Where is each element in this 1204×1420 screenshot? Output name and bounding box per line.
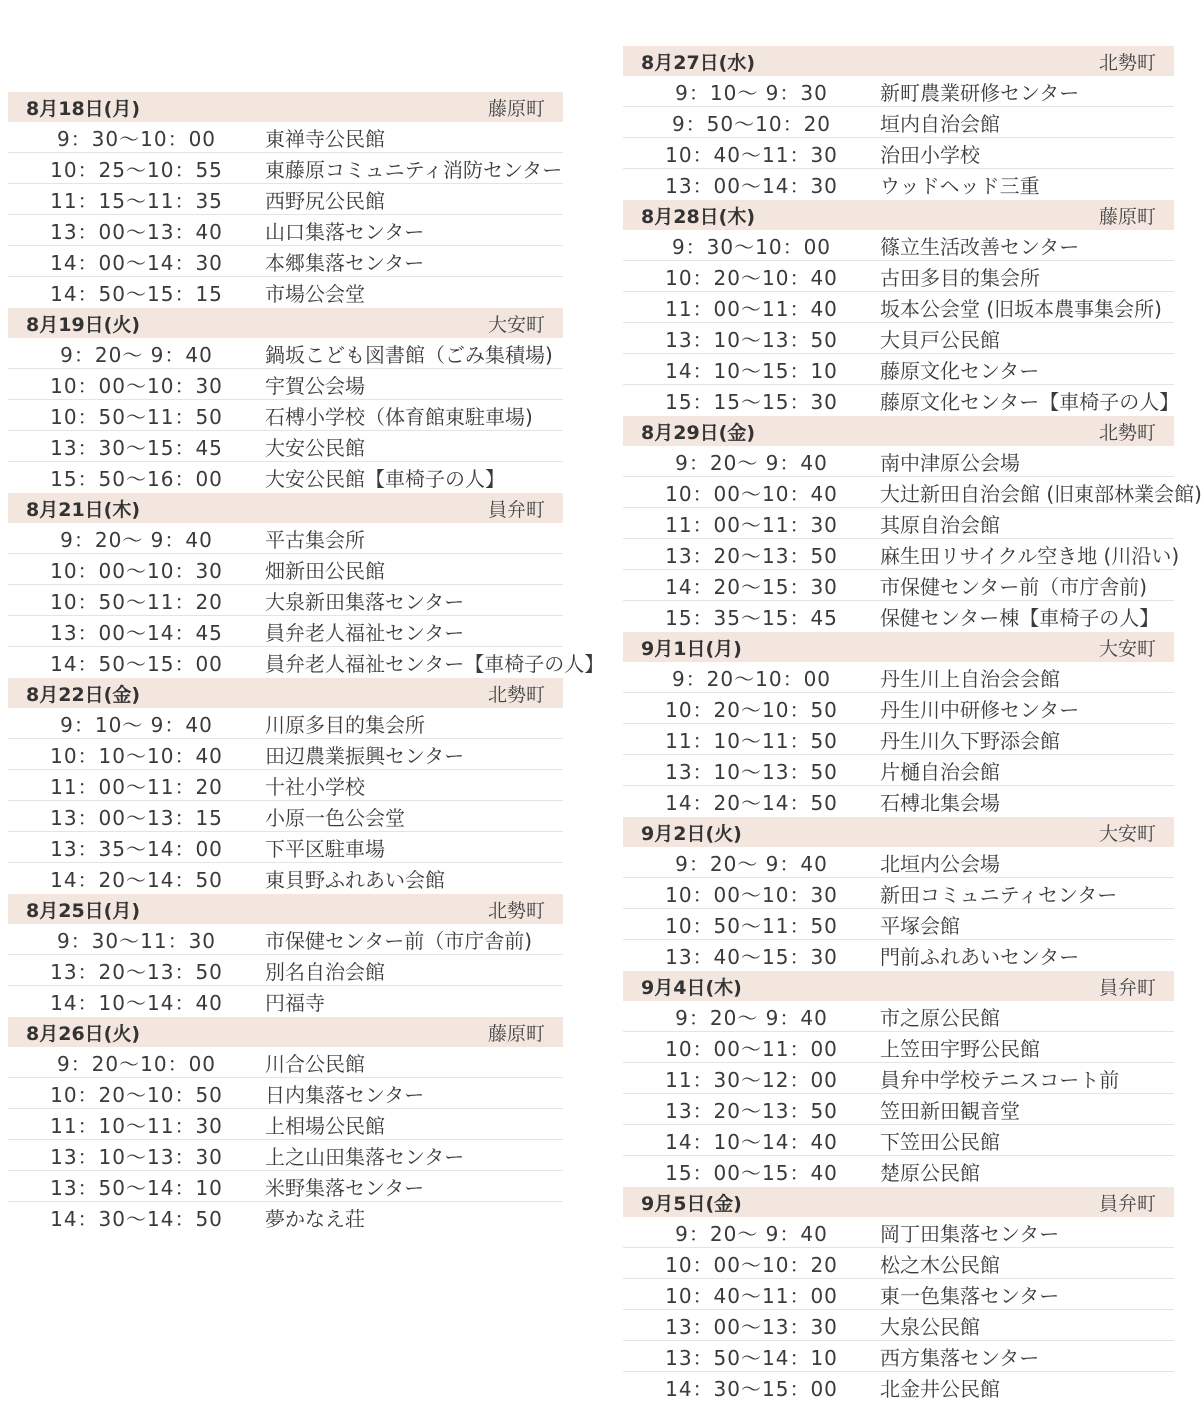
schedule-row (623, 1032, 1174, 1063)
schedule-row (623, 1125, 1174, 1156)
day-town: 大安町 (1098, 637, 1156, 660)
schedule-row (8, 554, 563, 585)
location-name: 員弁老人福祉センター【車椅子の人】 (265, 652, 605, 676)
time-range: 11：30～12：00 (665, 1067, 838, 1092)
day-block (8, 308, 563, 493)
schedule-row (8, 277, 563, 308)
location-name: 平塚会館 (880, 913, 960, 938)
schedule-row (8, 986, 563, 1017)
schedule-row (623, 1341, 1174, 1372)
schedule-row (623, 477, 1202, 508)
time-range: 9：20～ 9：40 (60, 342, 213, 367)
location-name: 坂本公会堂 (旧坂本農事集会所) (880, 296, 1162, 321)
day-date: 8月28日(木) (641, 205, 756, 228)
location-name: 大安公民館【車椅子の人】 (265, 467, 505, 491)
time-range: 13：20～13：50 (665, 1098, 838, 1123)
time-range: 13：50～14：10 (50, 1175, 223, 1200)
day-block (623, 1187, 1174, 1403)
location-name: 川原多目的集会所 (265, 712, 425, 737)
location-name: 夢かなえ荘 (265, 1207, 365, 1231)
time-range: 9：10～ 9：40 (60, 712, 213, 737)
location-name: 北金井公民館 (880, 1377, 1000, 1401)
time-range: 14：10～14：40 (665, 1129, 838, 1154)
location-name: 楚原公民館 (880, 1161, 980, 1185)
schedule-row (623, 1217, 1174, 1248)
time-range: 14：30～15：00 (665, 1377, 838, 1401)
location-name: 新田コミュニティセンター (880, 882, 1118, 907)
schedule-row (623, 76, 1174, 107)
schedule-row (623, 940, 1174, 971)
time-range: 14：50～15：15 (50, 282, 223, 306)
location-name: 新町農業研修センター (880, 80, 1080, 105)
location-name: 藤原文化センター (880, 358, 1040, 383)
schedule-row (623, 539, 1180, 570)
schedule-row (623, 724, 1174, 755)
location-name: 円福寺 (265, 991, 325, 1015)
schedule-row (8, 1109, 563, 1140)
time-range: 13：00～13：30 (665, 1314, 838, 1339)
time-range: 10：40～11：30 (665, 142, 838, 167)
schedule-row (623, 1063, 1174, 1094)
location-name: 東一色集落センター (880, 1283, 1060, 1308)
day-header (623, 46, 1174, 76)
time-range: 10：00～10：30 (50, 558, 223, 583)
location-name: 藤原文化センター【車椅子の人】 (880, 390, 1180, 414)
location-name: 東貝野ふれあい会館 (265, 868, 445, 892)
day-block (8, 678, 563, 894)
location-name: 松之木公民館 (880, 1252, 1000, 1277)
time-range: 14：10～14：40 (50, 991, 223, 1015)
day-header (623, 817, 1174, 847)
time-range: 9：20～10：00 (671, 666, 832, 691)
time-range: 11：00～11：20 (50, 774, 223, 799)
day-header (8, 92, 563, 122)
time-range: 10：10～10：40 (50, 743, 223, 768)
day-date: 9月2日(火) (641, 822, 742, 845)
location-name: 大安公民館 (265, 435, 365, 460)
time-range: 13：00～13：40 (50, 219, 223, 244)
schedule-row (623, 755, 1174, 786)
schedule-row (623, 508, 1174, 539)
time-range: 10：50～11：50 (665, 913, 838, 938)
schedule-row (8, 1140, 563, 1171)
time-range: 13：00～14：45 (50, 620, 223, 645)
location-name: 員弁老人福祉センター (265, 620, 465, 645)
time-range: 9：30～10：00 (671, 234, 832, 259)
schedule-row (623, 909, 1174, 940)
day-town: 藤原町 (487, 97, 545, 120)
time-range: 10：25～10：55 (50, 157, 223, 182)
schedule-row (8, 1078, 563, 1109)
location-name: 員弁中学校テニスコート前 (880, 1067, 1120, 1092)
day-block (8, 894, 563, 1017)
schedule-row (8, 184, 563, 215)
schedule-row (8, 770, 563, 801)
time-range: 15：50～16：00 (50, 467, 223, 491)
schedule-row (623, 1094, 1174, 1125)
location-name: 垣内自治会館 (880, 111, 1000, 136)
day-header (623, 416, 1174, 446)
time-range: 14：50～15：00 (50, 652, 223, 676)
location-name: 米野集落センター (265, 1175, 425, 1200)
day-header (623, 1187, 1174, 1217)
schedule-row (8, 863, 563, 894)
day-block (623, 200, 1180, 416)
schedule-row (8, 246, 563, 277)
time-range: 15：00～15：40 (665, 1161, 838, 1185)
day-header (8, 1017, 563, 1047)
time-range: 13：00～14：30 (665, 174, 838, 198)
day-block (623, 817, 1174, 971)
location-name: 宇賀公会場 (265, 373, 365, 398)
schedule-row (623, 1372, 1174, 1403)
schedule-row (8, 832, 563, 863)
location-name: 石榑小学校（体育館東駐車場) (265, 404, 533, 429)
time-range: 13：10～13：50 (665, 759, 838, 784)
schedule-row (8, 616, 563, 647)
schedule-row (623, 169, 1174, 200)
day-date: 9月1日(月) (641, 637, 742, 660)
day-block (8, 1017, 563, 1233)
location-name: 西野尻公民館 (265, 188, 385, 213)
location-name: 上之山田集落センター (265, 1144, 465, 1169)
location-name: 小原一色公会堂 (265, 805, 405, 830)
schedule-row (623, 570, 1174, 601)
time-range: 9：30～10：00 (56, 126, 217, 151)
schedule-row (623, 107, 1174, 138)
time-range: 13：35～14：00 (50, 836, 223, 861)
time-range: 13：30～15：45 (50, 435, 223, 460)
day-header (623, 632, 1174, 662)
location-name: 岡丁田集落センター (880, 1221, 1060, 1246)
location-name: 東禅寺公民館 (265, 126, 385, 151)
location-name: 大泉公民館 (880, 1314, 980, 1339)
schedule-row (8, 400, 563, 431)
time-range: 9：20～ 9：40 (675, 1005, 828, 1030)
location-name: 西方集落センター (880, 1345, 1040, 1370)
location-name: 笠田新田観音堂 (880, 1098, 1020, 1123)
schedule-row (623, 1310, 1174, 1341)
schedule-row (623, 446, 1174, 477)
location-name: 北垣内公会場 (880, 851, 1000, 876)
schedule-row (623, 693, 1174, 724)
location-name: 片樋自治会館 (880, 759, 1000, 784)
time-range: 9：20～10：00 (56, 1051, 217, 1076)
location-name: 大泉新田集落センター (265, 589, 465, 614)
schedule-row (623, 138, 1174, 169)
location-name: 山口集落センター (265, 219, 425, 244)
day-block (8, 92, 563, 308)
day-town: 大安町 (1098, 822, 1156, 845)
location-name: 本郷集落センター (265, 250, 425, 275)
day-header (623, 971, 1174, 1001)
time-range: 10：50～11：50 (50, 404, 223, 429)
time-range: 11：00～11：40 (665, 296, 838, 321)
schedule-row (623, 1156, 1174, 1187)
time-range: 13：40～15：30 (665, 945, 838, 969)
left-schedule-column (8, 92, 605, 1233)
time-range: 14：00～14：30 (50, 250, 223, 275)
day-block (623, 632, 1174, 817)
schedule-row (623, 354, 1174, 385)
day-date: 9月5日(金) (641, 1192, 742, 1215)
time-range: 15：35～15：45 (665, 606, 838, 630)
schedule-row (8, 215, 563, 246)
location-name: 川合公民館 (265, 1051, 365, 1076)
schedule-row (623, 323, 1174, 354)
schedule-row (623, 601, 1174, 632)
time-range: 14：30～14：50 (50, 1207, 223, 1231)
location-name: 門前ふれあいセンター (880, 945, 1080, 969)
day-block (623, 46, 1174, 200)
schedule-row (623, 1001, 1174, 1032)
location-name: 日内集落センター (265, 1082, 425, 1107)
schedule-row (8, 523, 563, 554)
time-range: 10：20～10：50 (665, 697, 838, 722)
time-range: 13：20～13：50 (50, 959, 223, 984)
time-range: 10：50～11：20 (50, 589, 223, 614)
day-date: 8月21日(木) (26, 498, 141, 521)
day-town: 北勢町 (1098, 421, 1156, 444)
schedule-row (623, 847, 1174, 878)
location-name: 下平区駐車場 (265, 836, 385, 861)
time-range: 9：10～ 9：30 (675, 80, 828, 105)
time-range: 9：20～ 9：40 (675, 851, 828, 876)
day-date: 8月26日(火) (26, 1022, 141, 1045)
time-range: 13：20～13：50 (665, 543, 838, 568)
day-header (8, 308, 563, 338)
location-name: 東藤原コミュニティ消防センター (265, 157, 563, 182)
time-range: 15：15～15：30 (665, 390, 838, 414)
location-name: 治田小学校 (880, 142, 980, 167)
location-name: 大辻新田自治会館 (旧東部林業会館) (880, 481, 1202, 506)
schedule-row (8, 1047, 563, 1078)
day-town: 員弁町 (487, 498, 545, 521)
time-range: 10：00～11：00 (665, 1036, 838, 1061)
time-range: 11：15～11：35 (50, 188, 223, 213)
location-name: 平古集会所 (265, 527, 365, 552)
schedule-row (8, 924, 563, 955)
day-date: 9月4日(木) (641, 976, 742, 999)
schedule-row (8, 801, 563, 832)
time-range: 10：00～10：30 (665, 882, 838, 907)
location-name: 下笠田公民館 (880, 1129, 1000, 1154)
day-town: 北勢町 (1098, 51, 1156, 74)
schedule-row (623, 1248, 1174, 1279)
time-range: 10：20～10：40 (665, 265, 838, 290)
location-name: 古田多目的集会所 (880, 265, 1040, 290)
day-town: 員弁町 (1098, 1192, 1156, 1215)
time-range: 10：00～10：30 (50, 373, 223, 398)
day-block (8, 493, 605, 678)
location-name: 田辺農業振興センター (265, 743, 465, 768)
schedule-row (8, 585, 563, 616)
schedule-row (8, 369, 563, 400)
day-date: 8月25日(月) (26, 899, 141, 922)
schedule-row (8, 739, 563, 770)
time-range: 9：30～11：30 (56, 928, 217, 953)
time-range: 9：20～ 9：40 (60, 527, 213, 552)
time-range: 9：20～ 9：40 (675, 450, 828, 475)
day-date: 8月27日(水) (641, 51, 756, 74)
location-name: 市場公会堂 (265, 282, 365, 306)
time-range: 10：00～10：40 (665, 481, 838, 506)
time-range: 13：10～13：50 (665, 327, 838, 352)
right-schedule-column (623, 46, 1202, 1403)
location-name: 丹生川中研修センター (880, 697, 1080, 722)
location-name: 鍋坂こども図書館（ごみ集積場) (265, 342, 553, 367)
schedule-row (8, 431, 563, 462)
day-header (8, 894, 563, 924)
schedule-row (8, 153, 563, 184)
schedule-row (623, 662, 1174, 693)
time-range: 13：10～13：30 (50, 1144, 223, 1169)
location-name: 十社小学校 (265, 774, 365, 799)
time-range: 14：20～15：30 (665, 574, 838, 599)
schedule-row (623, 261, 1174, 292)
time-range: 13：00～13：15 (50, 805, 223, 830)
time-range: 11：10～11：50 (665, 728, 838, 753)
location-name: 保健センター棟【車椅子の人】 (880, 606, 1160, 630)
location-name: 丹生川上自治会会館 (880, 666, 1060, 691)
time-range: 9：20～ 9：40 (675, 1221, 828, 1246)
schedule-row (623, 878, 1174, 909)
day-block (623, 971, 1174, 1187)
schedule-row (623, 1279, 1174, 1310)
location-name: 篠立生活改善センター (880, 234, 1080, 259)
day-block (623, 416, 1202, 632)
day-town: 藤原町 (1098, 205, 1156, 228)
schedule-row (8, 647, 605, 678)
schedule-row (8, 1171, 563, 1202)
day-date: 8月22日(金) (26, 683, 141, 706)
schedule-row (8, 122, 563, 153)
time-range: 10：20～10：50 (50, 1082, 223, 1107)
time-range: 11：10～11：30 (50, 1113, 223, 1138)
day-date: 8月19日(火) (26, 313, 141, 336)
location-name: 丹生川久下野添会館 (880, 728, 1060, 753)
schedule-row (8, 462, 563, 493)
location-name: 市保健センター前（市庁舎前) (265, 928, 533, 953)
schedule-row (623, 292, 1174, 323)
time-range: 13：50～14：10 (665, 1345, 838, 1370)
schedule-row (8, 1202, 563, 1233)
day-header (623, 200, 1174, 230)
day-town: 北勢町 (487, 899, 545, 922)
day-town: 北勢町 (487, 683, 545, 706)
time-range: 14：10～15：10 (665, 358, 838, 383)
day-town: 員弁町 (1098, 976, 1156, 999)
schedule-row (623, 786, 1174, 817)
schedule-row (623, 385, 1180, 416)
day-town: 大安町 (487, 313, 545, 336)
location-name: 其原自治会館 (880, 512, 1000, 537)
day-header (8, 678, 563, 708)
location-name: 大貝戸公民館 (880, 327, 1000, 352)
time-range: 11：00～11：30 (665, 512, 838, 537)
day-town: 藤原町 (487, 1022, 545, 1045)
schedule-row (623, 230, 1174, 261)
location-name: 石榑北集会場 (880, 791, 1000, 815)
location-name: 市保健センター前（市庁舎前) (880, 574, 1148, 599)
time-range: 14：20～14：50 (665, 791, 838, 815)
day-header (8, 493, 563, 523)
day-date: 8月18日(月) (26, 97, 141, 120)
location-name: 市之原公民館 (880, 1005, 1000, 1030)
day-date: 8月29日(金) (641, 421, 756, 444)
time-range: 10：00～10：20 (665, 1252, 838, 1277)
location-name: 上相場公民館 (265, 1113, 385, 1138)
time-range: 9：50～10：20 (671, 111, 832, 136)
location-name: 南中津原公会場 (880, 450, 1020, 475)
schedule-row (8, 955, 563, 986)
location-name: ウッドヘッド三重 (880, 174, 1040, 198)
location-name: 畑新田公民館 (265, 558, 385, 583)
location-name: 上笠田宇野公民館 (880, 1036, 1040, 1061)
time-range: 14：20～14：50 (50, 868, 223, 892)
schedule-row (8, 338, 563, 369)
location-name: 麻生田リサイクル空き地 (川沿い) (880, 543, 1180, 568)
time-range: 10：40～11：00 (665, 1283, 838, 1308)
location-name: 別名自治会館 (265, 959, 385, 984)
schedule-row (8, 708, 563, 739)
